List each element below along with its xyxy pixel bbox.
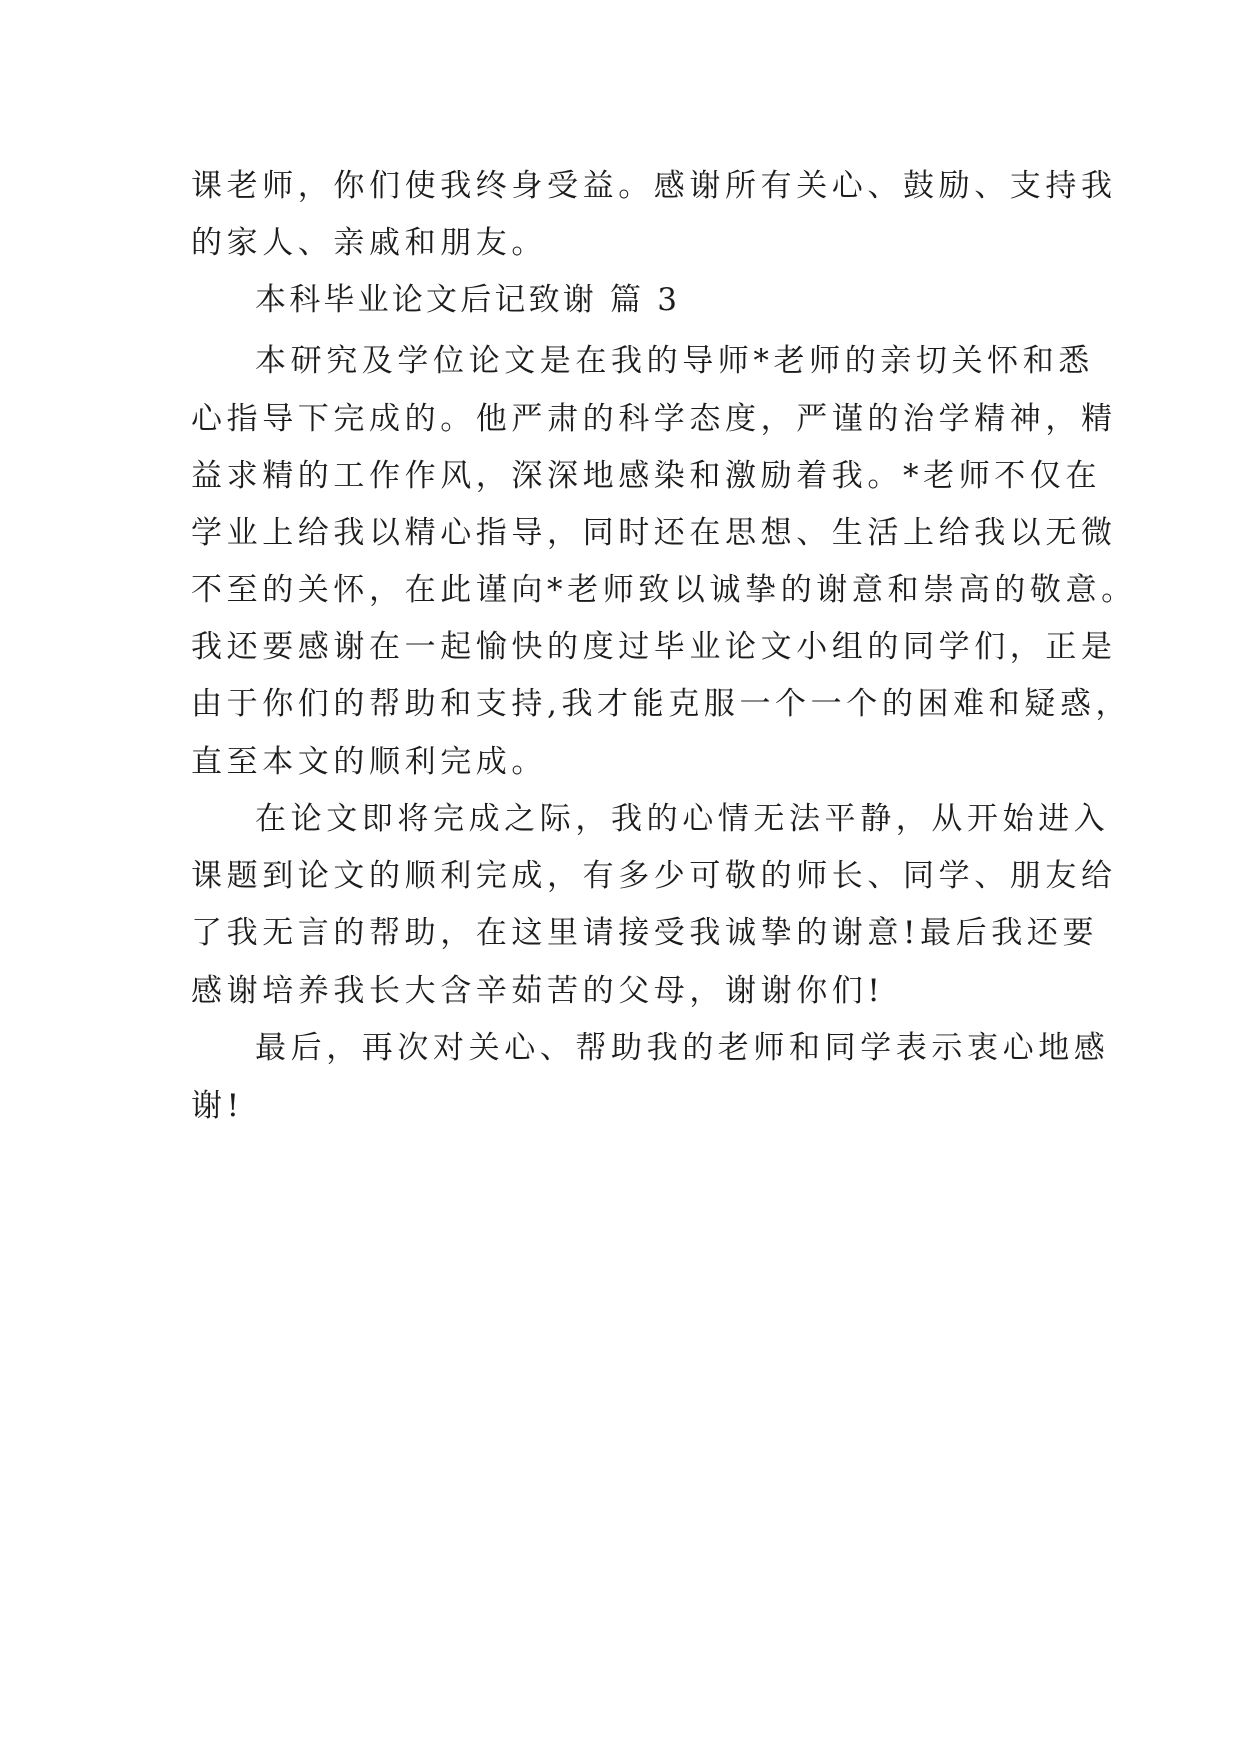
paragraph-line: 益求精的工作作风，深深地感染和激励着我。*老师不仅在 <box>191 458 1102 494</box>
text-line: 课老师，你们使我终身受益。感谢所有关心、鼓励、支持我 <box>191 168 1117 204</box>
section-heading: 本科毕业论文后记致谢 篇 3 <box>255 282 681 318</box>
paragraph-line: 不至的关怀，在此谨向*老师致以诚挚的谢意和崇高的敬意。 <box>191 572 1137 608</box>
paragraph-line: 在论文即将完成之际，我的心情无法平静，从开始进入 <box>255 801 1110 837</box>
paragraph-line: 心指导下完成的。他严肃的科学态度，严谨的治学精神，精 <box>191 401 1117 437</box>
paragraph-line: 我还要感谢在一起愉快的度过毕业论文小组的同学们，正是 <box>191 629 1117 665</box>
paragraph-line: 了我无言的帮助，在这里请接受我诚挚的谢意!最后我还要 <box>191 915 1099 951</box>
paragraph-line: 最后，再次对关心、帮助我的老师和同学表示衷心地感 <box>255 1030 1110 1066</box>
paragraph-line: 本研究及学位论文是在我的导师*老师的亲切关怀和悉 <box>255 343 1094 379</box>
paragraph-line: 学业上给我以精心指导，同时还在思想、生活上给我以无微 <box>191 515 1117 551</box>
paragraph-line: 谢! <box>191 1088 244 1124</box>
text-line: 的家人、亲戚和朋友。 <box>191 225 547 261</box>
paragraph-line: 感谢培养我长大含辛茹苦的父母，谢谢你们! <box>191 973 885 1009</box>
paragraph-line: 由于你们的帮助和支持,我才能克服一个一个的困难和疑惑， <box>191 686 1132 722</box>
paragraph-line: 课题到论文的顺利完成，有多少可敬的师长、同学、朋友给 <box>191 858 1117 894</box>
paragraph-line: 直至本文的顺利完成。 <box>191 744 547 780</box>
